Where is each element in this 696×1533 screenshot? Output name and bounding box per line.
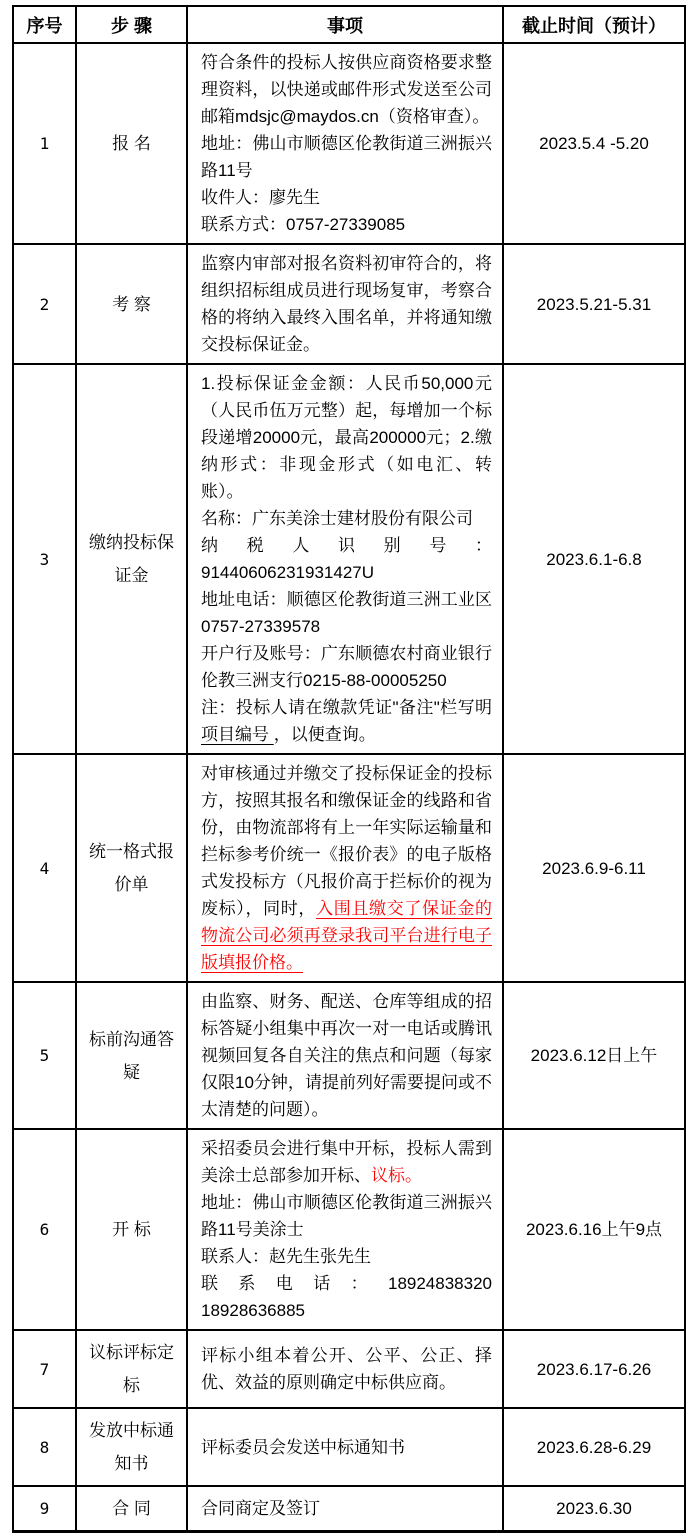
matters-segment: 地址：佛山市顺德区伦教街道三洲振兴路11号美涂士	[201, 1193, 492, 1239]
matters-segment: ，以便查询。	[273, 725, 376, 744]
step-cell: 开 标	[76, 1129, 187, 1330]
matters-segment: 评标委员会发送中标通知书	[201, 1437, 405, 1457]
matters-paragraph	[201, 640, 492, 694]
matters-segment-underline: 项目编号	[201, 725, 274, 744]
step-cell: 合 同	[76, 1486, 187, 1532]
matters-paragraph	[201, 1270, 492, 1324]
document-page	[0, 5, 696, 1518]
seq-cell: 9	[13, 1486, 76, 1532]
step-cell: 考 察	[76, 244, 187, 364]
matters-segment: 地址：佛山市顺德区伦教街道三洲振兴路11号	[201, 134, 492, 180]
matters-paragraph	[201, 250, 492, 358]
deadline-cell: 2023.6.1-6.8	[503, 364, 685, 754]
matters-paragraph	[201, 586, 492, 640]
step-cell: 缴纳投标保证金	[76, 364, 187, 754]
header-seq: 序号	[13, 6, 76, 43]
matters-segment: 联系人：赵先生张先生	[201, 1247, 371, 1266]
seq-cell: 6	[13, 1129, 76, 1330]
matters-paragraph	[201, 49, 492, 130]
matters-paragraph	[201, 184, 492, 211]
seq-cell: 3	[13, 364, 76, 754]
deadline-cell: 2023.6.30	[503, 1486, 685, 1532]
table-header	[13, 6, 685, 43]
matters-segment: 采招委员会进行集中开标，投标人需到美涂士总部参加开标、	[201, 1139, 492, 1185]
table-row	[13, 1486, 685, 1532]
matters-paragraph	[201, 1495, 492, 1522]
matters-segment: 名称：广东美涂士建材股份有限公司	[201, 509, 473, 528]
matters-paragraph	[201, 988, 492, 1123]
matters-paragraph	[201, 1342, 492, 1396]
header-step: 步 骤	[76, 6, 187, 43]
step-cell: 议标评标定标	[76, 1330, 187, 1408]
matters-cell	[187, 364, 503, 754]
table-row	[13, 1408, 685, 1486]
matters-segment: 纳税人识别号：91440606231931427U	[201, 536, 492, 582]
header-matters: 事项	[187, 6, 503, 43]
matters-paragraph	[201, 211, 492, 238]
matters-paragraph	[201, 505, 492, 532]
matters-segment: 对审核通过并缴交了投标保证金的投标方，按照其报名和缴保证金的线路和省份，由物流部将有上一年实际运输量和拦标参考价统一《报价表》的电子版格式发投标方（凡报价高于拦标价的视为废标），同时，	[201, 764, 492, 918]
matters-segment: 注：投标人请在缴款凭证"备注"栏写明	[201, 698, 492, 717]
table-row	[13, 364, 685, 754]
header-deadline: 截止时间（预计）	[503, 6, 685, 43]
matters-segment-red: 议标。	[371, 1166, 422, 1185]
matters-segment: 1.投标保证金金额：人民币50,000元（人民币伍万元整）起，每增加一个标段递增20000元，最高200000元；2.缴纳形式：非现金形式（如电汇、转账）。	[201, 374, 492, 501]
seq-cell: 5	[13, 982, 76, 1129]
matters-segment-red-underline: 入围且缴交了保证金的物流公司必须再登录我司平台进行电子版填报价格。	[201, 899, 492, 972]
matters-cell	[187, 754, 503, 982]
header-row	[13, 6, 685, 43]
matters-cell	[187, 1129, 503, 1330]
matters-segment: 联系方式：0757-27339085	[201, 215, 406, 234]
seq-cell: 4	[13, 754, 76, 982]
table-row	[13, 43, 685, 244]
deadline-cell: 2023.6.16上午9点	[503, 1129, 685, 1330]
matters-segment: 评标小组本着公开、公平、公正、择优、效益的原则确定中标供应商。	[201, 1346, 492, 1392]
matters-paragraph	[201, 694, 492, 748]
table-body	[13, 43, 685, 1532]
matters-cell	[187, 982, 503, 1129]
matters-segment: 开户行及账号：广东顺德农村商业银行伦教三洲支行0215-88-00005250	[201, 644, 492, 690]
table-row	[13, 1330, 685, 1408]
matters-paragraph	[201, 1243, 492, 1270]
table-row	[13, 754, 685, 982]
bidding-schedule-table	[12, 5, 686, 1533]
step-cell: 标前沟通答疑	[76, 982, 187, 1129]
seq-cell: 8	[13, 1408, 76, 1486]
deadline-cell: 2023.6.9-6.11	[503, 754, 685, 982]
matters-segment: 合同商定及签订	[201, 1499, 320, 1518]
matters-paragraph	[201, 370, 492, 505]
deadline-cell: 2023.5.4 -5.20	[503, 43, 685, 244]
matters-segment: 收件人：廖先生	[201, 188, 320, 207]
matters-segment: 监察内审部对报名资料初审符合的，将组织招标组成员进行现场复审，考察合格的将纳入最终入围名单，并将通知缴交投标保证金。	[201, 254, 492, 354]
table-row	[13, 244, 685, 364]
deadline-cell: 2023.6.28-6.29	[503, 1408, 685, 1486]
table-row	[13, 982, 685, 1129]
step-cell: 报 名	[76, 43, 187, 244]
matters-cell	[187, 1486, 503, 1532]
matters-cell	[187, 244, 503, 364]
step-cell: 统一格式报价单	[76, 754, 187, 982]
matters-cell	[187, 1330, 503, 1408]
seq-cell: 2	[13, 244, 76, 364]
matters-paragraph	[201, 760, 492, 976]
matters-segment: 联系电话：18924838320 18928636885	[201, 1274, 492, 1320]
step-cell: 发放中标通知书	[76, 1408, 187, 1486]
deadline-cell: 2023.5.21-5.31	[503, 244, 685, 364]
seq-cell: 1	[13, 43, 76, 244]
matters-paragraph	[201, 1135, 492, 1189]
matters-segment: 由监察、财务、配送、仓库等组成的招标答疑小组集中再次一对一电话或腾讯视频回复各自关注的焦点和问题（每家仅限10分钟，请提前列好需要提问或不太清楚的问题）。	[201, 992, 492, 1119]
matters-paragraph	[201, 130, 492, 184]
matters-cell	[187, 43, 503, 244]
table-row	[13, 1129, 685, 1330]
seq-cell: 7	[13, 1330, 76, 1408]
matters-cell	[187, 1408, 503, 1486]
matters-paragraph	[201, 532, 492, 586]
matters-paragraph	[201, 1434, 492, 1461]
matters-segment: 地址电话：顺德区伦教街道三洲工业区0757-27339578	[201, 590, 492, 636]
matters-paragraph	[201, 1189, 492, 1243]
deadline-cell: 2023.6.17-6.26	[503, 1330, 685, 1408]
matters-segment: 符合条件的投标人按供应商资格要求整理资料，以快递或邮件形式发送至公司邮箱mdsjc@maydos.cn（资格审查）。	[201, 53, 492, 126]
deadline-cell: 2023.6.12日上午	[503, 982, 685, 1129]
